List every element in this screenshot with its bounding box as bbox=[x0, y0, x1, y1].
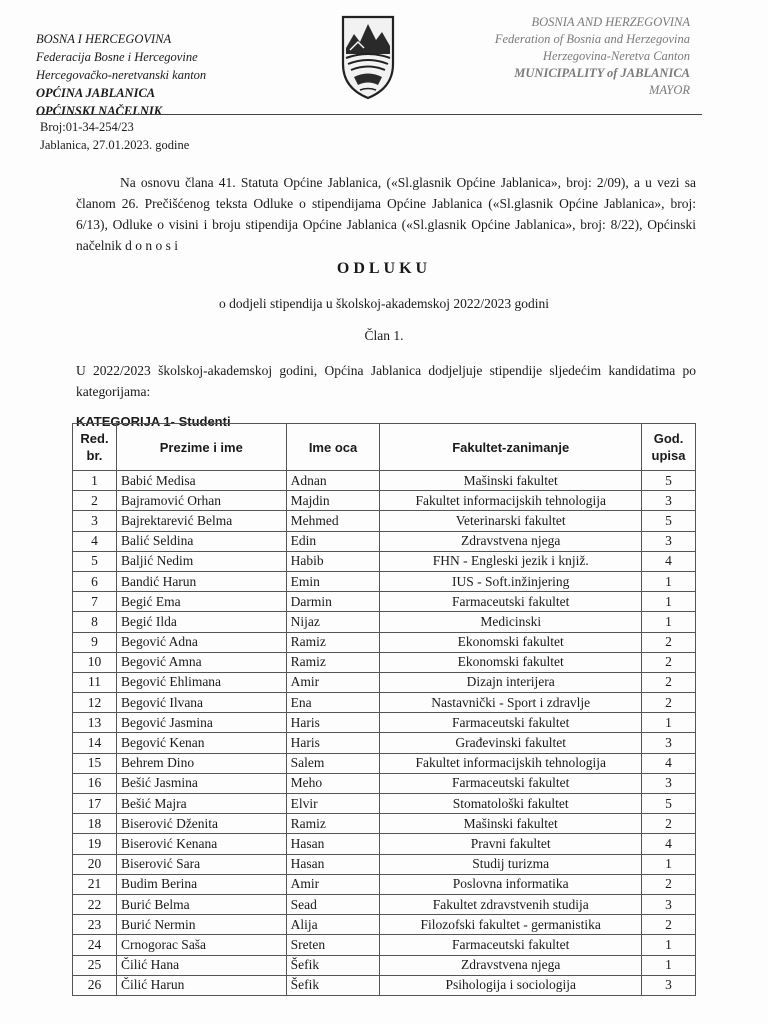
enrollment-year: 3 bbox=[642, 491, 696, 511]
row-number: 25 bbox=[73, 955, 117, 975]
row-number: 5 bbox=[73, 551, 117, 571]
student-name: Babić Medisa bbox=[116, 471, 286, 491]
intro-text: Na osnovu člana 41. Statuta Općine Jablanica, («Sl.glasnik Općine Jablanica», broj: 2/09), a u vezi sa članom 26. Prečišćenog teksta Odluke o stipendijama Općine Jablanica («Sl.glasnik Općine Jablanica», broj: 6/13), Odluke o visini i broju stipendija Općine Jablanica («Sl.glasnik Općine Jablanica», broj: 8/22), Općinski načelnik d o n o s i bbox=[76, 175, 696, 253]
student-name: Biserović Sara bbox=[116, 854, 286, 874]
student-name: Budim Berina bbox=[116, 874, 286, 894]
enrollment-year: 3 bbox=[642, 894, 696, 914]
faculty-name: Filozofski fakultet - germanistika bbox=[380, 915, 642, 935]
header-right-line: Herzegovina-Neretva Canton bbox=[542, 49, 690, 63]
father-name: Emin bbox=[286, 571, 380, 591]
faculty-name: Pravni fakultet bbox=[380, 834, 642, 854]
enrollment-year: 1 bbox=[642, 592, 696, 612]
row-number: 14 bbox=[73, 733, 117, 753]
faculty-name: IUS - Soft.inžinjering bbox=[380, 571, 642, 591]
enrollment-year: 2 bbox=[642, 915, 696, 935]
student-name: Burić Nermin bbox=[116, 915, 286, 935]
student-name: Biserović Kenana bbox=[116, 834, 286, 854]
father-name: Nijaz bbox=[286, 612, 380, 632]
enrollment-year: 1 bbox=[642, 571, 696, 591]
enrollment-year: 3 bbox=[642, 531, 696, 551]
table-row bbox=[73, 854, 696, 874]
table-row bbox=[73, 915, 696, 935]
table-row bbox=[73, 935, 696, 955]
header-left-line: Hercegovačko-neretvanski kanton bbox=[36, 68, 207, 82]
student-name: Begić Ema bbox=[116, 592, 286, 612]
enrollment-year: 3 bbox=[642, 733, 696, 753]
faculty-name: Farmaceutski fakultet bbox=[380, 592, 642, 612]
student-name: Burić Belma bbox=[116, 894, 286, 914]
father-name: Alija bbox=[286, 915, 380, 935]
enrollment-year: 5 bbox=[642, 471, 696, 491]
table-row bbox=[73, 733, 696, 753]
faculty-name: Fakultet informacijskih tehnologija bbox=[380, 753, 642, 773]
enrollment-year: 1 bbox=[642, 854, 696, 874]
table-body bbox=[73, 471, 696, 996]
father-name: Darmin bbox=[286, 592, 380, 612]
enrollment-year: 2 bbox=[642, 874, 696, 894]
table-row bbox=[73, 713, 696, 733]
students-table bbox=[72, 423, 696, 996]
table-row bbox=[73, 894, 696, 914]
column-header-year bbox=[642, 424, 696, 471]
student-name: Bajrektarević Belma bbox=[116, 511, 286, 531]
faculty-name: Farmaceutski fakultet bbox=[380, 773, 642, 793]
student-name: Čilić Harun bbox=[116, 975, 286, 995]
enrollment-year: 1 bbox=[642, 612, 696, 632]
row-number: 7 bbox=[73, 592, 117, 612]
row-number: 8 bbox=[73, 612, 117, 632]
faculty-name: Studij turizma bbox=[380, 854, 642, 874]
reference-block bbox=[40, 118, 189, 154]
student-name: Begić Ilda bbox=[116, 612, 286, 632]
enrollment-year: 1 bbox=[642, 935, 696, 955]
faculty-name: Zdravstvena njega bbox=[380, 955, 642, 975]
faculty-name: Veterinarski fakultet bbox=[380, 511, 642, 531]
faculty-name: Poslovna informatika bbox=[380, 874, 642, 894]
faculty-name: Nastavnički - Sport i zdravlje bbox=[380, 693, 642, 713]
row-number: 6 bbox=[73, 571, 117, 591]
student-name: Crnogorac Saša bbox=[116, 935, 286, 955]
father-name: Šefik bbox=[286, 975, 380, 995]
header-left-line: OPĆINSKI NAČELNIK bbox=[36, 104, 163, 118]
row-number: 3 bbox=[73, 511, 117, 531]
faculty-name: Ekonomski fakultet bbox=[380, 652, 642, 672]
enrollment-year: 2 bbox=[642, 652, 696, 672]
student-name: Bešić Majra bbox=[116, 794, 286, 814]
father-name: Habib bbox=[286, 551, 380, 571]
student-name: Bajramović Orhan bbox=[116, 491, 286, 511]
row-number: 17 bbox=[73, 794, 117, 814]
table-row bbox=[73, 773, 696, 793]
table-row bbox=[73, 612, 696, 632]
header-right bbox=[495, 14, 690, 99]
table-header-row bbox=[73, 424, 696, 471]
father-name: Meho bbox=[286, 773, 380, 793]
enrollment-year: 4 bbox=[642, 551, 696, 571]
father-name: Mehmed bbox=[286, 511, 380, 531]
faculty-name: Zdravstvena njega bbox=[380, 531, 642, 551]
document-title: ODLUKU bbox=[336, 260, 432, 277]
header-left-line: OPĆINA JABLANICA bbox=[36, 86, 156, 100]
father-name: Haris bbox=[286, 733, 380, 753]
father-name: Sreten bbox=[286, 935, 380, 955]
table-row bbox=[73, 975, 696, 995]
table-row bbox=[73, 592, 696, 612]
father-name: Haris bbox=[286, 713, 380, 733]
father-name: Ramiz bbox=[286, 652, 380, 672]
faculty-name: Psihologija i sociologija bbox=[380, 975, 642, 995]
header-right-line: BOSNIA AND HERZEGOVINA bbox=[531, 15, 690, 29]
faculty-name: Medicinski bbox=[380, 612, 642, 632]
table-row bbox=[73, 693, 696, 713]
student-name: Begović Ehlimana bbox=[116, 672, 286, 692]
faculty-name: Farmaceutski fakultet bbox=[380, 935, 642, 955]
header-right-line: Federation of Bosnia and Herzegovina bbox=[494, 32, 690, 46]
table-row bbox=[73, 531, 696, 551]
row-number: 26 bbox=[73, 975, 117, 995]
student-name: Behrem Dino bbox=[116, 753, 286, 773]
faculty-name: Mašinski fakultet bbox=[380, 471, 642, 491]
student-name: Begović Jasmina bbox=[116, 713, 286, 733]
document-subtitle: o dodjeli stipendija u školskoj-akademskoj 2022/2023 godini bbox=[219, 296, 549, 311]
table-row bbox=[73, 491, 696, 511]
row-number: 20 bbox=[73, 854, 117, 874]
row-number: 10 bbox=[73, 652, 117, 672]
faculty-name: FHN - Engleski jezik i knjiž. bbox=[380, 551, 642, 571]
father-name: Elvir bbox=[286, 794, 380, 814]
reference-number: Broj:01-34-254/23 bbox=[40, 120, 134, 134]
table-row bbox=[73, 511, 696, 531]
header-text: Red. bbox=[80, 431, 109, 446]
student-name: Balić Seldina bbox=[116, 531, 286, 551]
table-row bbox=[73, 652, 696, 672]
table-row bbox=[73, 632, 696, 652]
father-name: Amir bbox=[286, 672, 380, 692]
column-header-number bbox=[73, 424, 117, 471]
table-row bbox=[73, 571, 696, 591]
father-name: Hasan bbox=[286, 834, 380, 854]
table-row bbox=[73, 471, 696, 491]
row-number: 1 bbox=[73, 471, 117, 491]
student-name: Biserović Dženita bbox=[116, 814, 286, 834]
faculty-name: Stomatološki fakultet bbox=[380, 794, 642, 814]
article-heading: Član 1. bbox=[364, 328, 404, 343]
father-name: Salem bbox=[286, 753, 380, 773]
student-name: Baljić Nedim bbox=[116, 551, 286, 571]
enrollment-year: 1 bbox=[642, 955, 696, 975]
student-name: Begović Kenan bbox=[116, 733, 286, 753]
row-number: 11 bbox=[73, 672, 117, 692]
student-name: Begović Amna bbox=[116, 652, 286, 672]
father-name: Ramiz bbox=[286, 814, 380, 834]
table-row bbox=[73, 794, 696, 814]
row-number: 18 bbox=[73, 814, 117, 834]
category-heading: KATEGORIJA 1- Studenti bbox=[76, 414, 231, 429]
article-paragraph: U 2022/2023 školskoj-akademskoj godini, Općina Jablanica dodjeljuje stipendije sljedećim kandidatima po kategorijama: bbox=[76, 363, 696, 399]
enrollment-year: 2 bbox=[642, 814, 696, 834]
column-header-father: Ime oca bbox=[286, 424, 380, 471]
header-text: upisa bbox=[651, 448, 686, 463]
enrollment-year: 2 bbox=[642, 632, 696, 652]
table-row bbox=[73, 551, 696, 571]
column-header-faculty: Fakultet-zanimanje bbox=[380, 424, 642, 471]
student-name: Bešić Jasmina bbox=[116, 773, 286, 793]
header-text: br. bbox=[86, 448, 103, 463]
enrollment-year: 1 bbox=[642, 713, 696, 733]
faculty-name: Fakultet zdravstvenih studija bbox=[380, 894, 642, 914]
faculty-name: Ekonomski fakultet bbox=[380, 632, 642, 652]
header-divider bbox=[36, 114, 702, 115]
table-row bbox=[73, 672, 696, 692]
row-number: 12 bbox=[73, 693, 117, 713]
father-name: Ramiz bbox=[286, 632, 380, 652]
student-name: Bandić Harun bbox=[116, 571, 286, 591]
intro-paragraph bbox=[76, 172, 696, 256]
student-name: Čilić Hana bbox=[116, 955, 286, 975]
father-name: Hasan bbox=[286, 854, 380, 874]
table-row bbox=[73, 955, 696, 975]
father-name: Adnan bbox=[286, 471, 380, 491]
faculty-name: Fakultet informacijskih tehnologija bbox=[380, 491, 642, 511]
student-name: Begović Ilvana bbox=[116, 693, 286, 713]
father-name: Amir bbox=[286, 874, 380, 894]
row-number: 9 bbox=[73, 632, 117, 652]
row-number: 13 bbox=[73, 713, 117, 733]
header-left bbox=[36, 30, 206, 120]
header-left-line: BOSNA I HERCEGOVINA bbox=[36, 32, 172, 46]
enrollment-year: 5 bbox=[642, 511, 696, 531]
table-row bbox=[73, 834, 696, 854]
row-number: 16 bbox=[73, 773, 117, 793]
faculty-name: Farmaceutski fakultet bbox=[380, 713, 642, 733]
faculty-name: Mašinski fakultet bbox=[380, 814, 642, 834]
row-number: 21 bbox=[73, 874, 117, 894]
father-name: Sead bbox=[286, 894, 380, 914]
father-name: Majdin bbox=[286, 491, 380, 511]
table-row bbox=[73, 814, 696, 834]
table-row bbox=[73, 874, 696, 894]
table-row bbox=[73, 753, 696, 773]
enrollment-year: 3 bbox=[642, 975, 696, 995]
enrollment-year: 4 bbox=[642, 834, 696, 854]
faculty-name: Dizajn interijera bbox=[380, 672, 642, 692]
enrollment-year: 4 bbox=[642, 753, 696, 773]
student-name: Begović Adna bbox=[116, 632, 286, 652]
father-name: Šefik bbox=[286, 955, 380, 975]
enrollment-year: 5 bbox=[642, 794, 696, 814]
header-left-line: Federacija Bosne i Hercegovine bbox=[36, 50, 198, 64]
father-name: Ena bbox=[286, 693, 380, 713]
coat-of-arms-icon bbox=[340, 14, 396, 100]
column-header-name: Prezime i ime bbox=[116, 424, 286, 471]
row-number: 4 bbox=[73, 531, 117, 551]
row-number: 24 bbox=[73, 935, 117, 955]
enrollment-year: 3 bbox=[642, 773, 696, 793]
row-number: 19 bbox=[73, 834, 117, 854]
faculty-name: Građevinski fakultet bbox=[380, 733, 642, 753]
row-number: 2 bbox=[73, 491, 117, 511]
father-name: Edin bbox=[286, 531, 380, 551]
enrollment-year: 2 bbox=[642, 672, 696, 692]
row-number: 15 bbox=[73, 753, 117, 773]
header-text: God. bbox=[653, 431, 684, 446]
enrollment-year: 2 bbox=[642, 693, 696, 713]
header-right-line: MUNICIPALITY of JABLANICA bbox=[514, 66, 690, 80]
row-number: 23 bbox=[73, 915, 117, 935]
reference-place-date: Jablanica, 27.01.2023. godine bbox=[40, 138, 190, 152]
header-right-line: MAYOR bbox=[649, 83, 690, 97]
row-number: 22 bbox=[73, 894, 117, 914]
